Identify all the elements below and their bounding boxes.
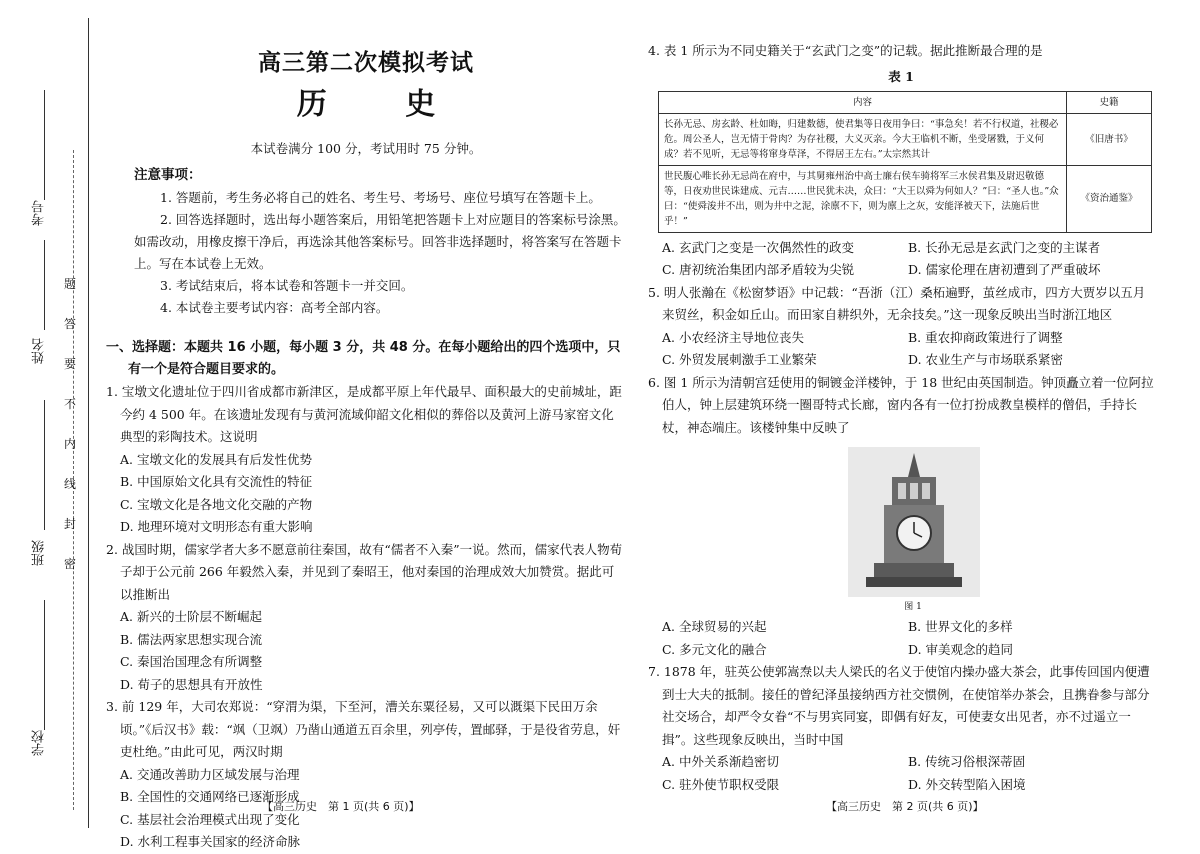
right-column	[648, 40, 1154, 796]
q2-option-a: A. 新兴的士阶层不断崛起	[120, 609, 262, 624]
q7-option-a: A. 中外关系渐趋密切	[662, 754, 779, 769]
q7-option-d: D. 外交转型陷入困境	[908, 776, 1026, 792]
q3-option-c: C. 基层社会治理模式出现了变化	[120, 811, 300, 827]
q6-option-b: B. 世界文化的多样	[908, 619, 1013, 634]
q2-option-b: B. 儒法两家思想实现合流	[120, 631, 263, 647]
table-row	[659, 165, 1152, 232]
seal-char: 答	[64, 317, 77, 331]
q6-options-row1	[648, 616, 1154, 639]
q4-option-a: A. 玄武门之变是一次偶然性的政变	[662, 239, 854, 255]
notice-item: 1. 答题前，考生务必将自己的姓名、考生号、考场号、座位号填写在答题卡上。	[160, 190, 601, 205]
class-blank	[44, 400, 45, 530]
section-heading: 一、选择题：本题共 16 小题，每小题 3 分，共 48 分。在每小题给出的四个选项中，只有一个是符合题目要求的。	[106, 340, 621, 377]
notice-heading: 注意事项：	[134, 167, 202, 183]
left-column	[106, 40, 626, 854]
q2-option-d: D. 荀子的思想具有开放性	[120, 676, 263, 692]
q2-option-c: C. 秦国治国理念有所调整	[120, 654, 263, 669]
question-7-stem: 7. 1878 年，驻英公使郭嵩焘以夫人梁氏的名义于使馆内操办盛大茶会，此事传回国内便遭到士大夫的抵制。接任的曾纪泽虽接纳西方社交惯例，在使馆举办茶会，且携眷参与部分社交场合，却严令女眷“不与男宾同宴，即偶有好友，可使妻女出见者，亦不过遥立一揖”。这些现象反映出，当时中国	[648, 664, 1150, 747]
question-3-stem: 3. 前 129 年，大司农郑说：“穿渭为渠，下至河，漕关东粟径易，又可以溉渠下民田万余顷。”《后汉书》载：“飒（卫飒）乃凿山通道五百余里，列亭传，置邮驿，于是役省劳息，奸吏杜绝。”由此可见，两汉时期	[106, 699, 621, 759]
table-cell-source: 《资治通鉴》	[1067, 165, 1152, 232]
figure-caption: 图 1	[904, 602, 922, 612]
notice-item: 3. 考试结束后，将本试卷和答题卡一并交回。	[160, 278, 414, 293]
q5-option-b: B. 重农抑商政策进行了调整	[908, 329, 1063, 345]
name-blank	[44, 240, 45, 330]
q1-option-b: B. 中国原始文化具有交流性的特征	[120, 474, 313, 489]
q4-options-row2	[648, 259, 1154, 282]
q5-options-row1	[648, 327, 1154, 350]
q6-options-row2	[648, 639, 1154, 662]
exam-no-blank	[44, 90, 45, 200]
q6-option-d: D. 审美观念的趋同	[908, 641, 1014, 657]
question-6-stem: 6. 图 1 所示为清朝宫廷使用的铜镀金洋楼钟，于 18 世纪由英国制造。钟顶矗立着一位阿拉伯人，钟上层建筑环绕一圈哥特式长廊，窗内各有一位打扮成教皇模样的僧侣，手持长杖，神态端庄。该楼钟集中反映了	[648, 374, 1154, 435]
table-header-source: 史籍	[1067, 91, 1152, 113]
q1-option-a: A. 宝墩文化的发展具有后发性优势	[120, 451, 312, 467]
q1-option-d: D. 地理环境对文明形态有重大影响	[120, 519, 313, 534]
q4-option-b: B. 长孙无忌是玄武门之变的主谋者	[908, 239, 1101, 255]
seal-char: 密	[64, 557, 77, 571]
exam-meta: 本试卷满分 100 分，考试用时 75 分钟。	[250, 141, 482, 156]
q4-options-row1	[648, 237, 1154, 260]
table-header-content: 内容	[659, 91, 1067, 113]
school-label: 学校	[32, 730, 47, 756]
q5-option-c: C. 外贸发展刺激手工业繁荣	[662, 352, 817, 367]
table-header-row	[659, 91, 1152, 113]
notice-item: 2. 回答选择题时，选出每小题答案后，用铅笔把答题卡上对应题目的答案标号涂黑。如需改动，用橡皮擦干净后，再选涂其他答案标号。回答非选择题时，将答案写在答题卡上。写在本试卷上无效。	[134, 212, 626, 271]
exam-title: 高三第二次模拟考试	[258, 50, 474, 76]
notice-list	[106, 187, 626, 319]
table-cell-source: 《旧唐书》	[1067, 113, 1152, 165]
table-row	[659, 113, 1152, 165]
gilded-clock-image-icon	[848, 447, 980, 597]
class-label: 班级	[32, 540, 47, 566]
footer-page-2: 【高三历史 第 2 页(共 6 页)】	[826, 800, 984, 813]
seal-char: 封	[64, 517, 77, 531]
school-blank	[44, 600, 45, 730]
q5-option-a: A. 小农经济主导地位丧失	[662, 329, 804, 345]
q5-options-row2	[648, 349, 1154, 372]
seal-char: 线	[64, 477, 77, 491]
q7-options-row1	[648, 751, 1154, 774]
table-cell-content: 世民腹心唯长孙无忌尚在府中，与其舅雍州治中高士廉右侯车骑将军三水侯君集及尉迟敬德等，日夜劝世民诛建成、元吉……世民犹未决，众曰：“大王以舜为何如人？”曰：“圣人也。”众曰：“使舜浚井不出，则为井中之泥，涂廪不下，则为廪上之灰，安能泽被天下，法施后世乎！”	[659, 165, 1067, 232]
table-caption: 表 1	[888, 68, 914, 84]
q3-option-a: A. 交通改善助力区域发展与治理	[120, 766, 300, 782]
q6-option-c: C. 多元文化的融合	[662, 641, 767, 657]
q7-option-c: C. 驻外使节职权受限	[662, 776, 780, 792]
question-2-stem: 2. 战国时期，儒家学者大多不愿意前往秦国，故有“儒者不入秦”一说。然而，儒家代表人物荀子却于公元前 266 年毅然入秦，并见到了秦昭王，他对秦国的治理成效大加赞赏。据此可以推断出	[106, 541, 623, 602]
q5-option-d: D. 农业生产与市场联系紧密	[908, 352, 1064, 367]
seal-char: 内	[64, 437, 77, 451]
exam-no-label: 考号	[32, 200, 47, 226]
name-label: 姓名	[32, 338, 47, 364]
binding-strip	[0, 0, 92, 849]
q1-option-c: C. 宝墩文化是各地文化交融的产物	[120, 496, 313, 512]
notice-item: 4. 本试卷主要考试内容：高考全部内容。	[160, 300, 389, 315]
question-5-stem: 5. 明人张瀚在《松窗梦语》中记载：“吾浙（江）桑柘遍野，茧丝成市，四方大贾岁以五月来贸丝，积金如丘山。而田家自耕织外，无余技矣。”这一现象反映出当时浙江地区	[648, 284, 1146, 322]
question-1-stem: 1. 宝墩文化遗址位于四川省成都市新津区，是成都平原上年代最早、面积最大的史前城址，距今约 4 500 年。在该遗址发现有与黄河流域仰韶文化相似的葬俗以及黄河上游马家窑文化典型的彩陶技术。这说明	[106, 384, 622, 444]
q3-option-d: D. 水利工程事关国家的经济命脉	[120, 834, 301, 849]
q4-option-d: D. 儒家伦理在唐初遭到了严重破坏	[908, 262, 1101, 277]
subject-title: 历 史	[296, 87, 470, 122]
binding-border-line	[88, 18, 89, 828]
history-records-table	[658, 91, 1152, 233]
footer-page-1: 【高三历史 第 1 页(共 6 页)】	[262, 800, 420, 813]
seal-char: 要	[64, 357, 77, 371]
question-4-stem: 4. 表 1 所示为不同史籍关于“玄武门之变”的记载。据此推断最合理的是	[648, 43, 1043, 58]
q7-options-row2	[648, 774, 1154, 797]
seal-char: 不	[64, 397, 77, 411]
seal-char: 题	[64, 277, 77, 291]
q6-option-a: A. 全球贸易的兴起	[662, 619, 767, 634]
q3-option-b: B. 全国性的交通网络已逐渐形成	[120, 789, 300, 804]
table-cell-content: 长孙无忌、房玄龄、杜如晦，归建数德，使君集等日夜用争曰：“事急矣！若不行权道，社稷必危。周公圣人，岂无情于骨肉？为存社稷，大义灭亲。今大王临机不断，坐受屠戮，于义何成？若不见听，无忌等将窜身草泽，不得居王左右。”太宗然其计	[659, 113, 1067, 165]
q7-option-b: B. 传统习俗根深蒂固	[908, 754, 1026, 769]
q4-option-c: C. 唐初统治集团内部矛盾较为尖锐	[662, 262, 855, 277]
clock-figure	[848, 447, 980, 597]
